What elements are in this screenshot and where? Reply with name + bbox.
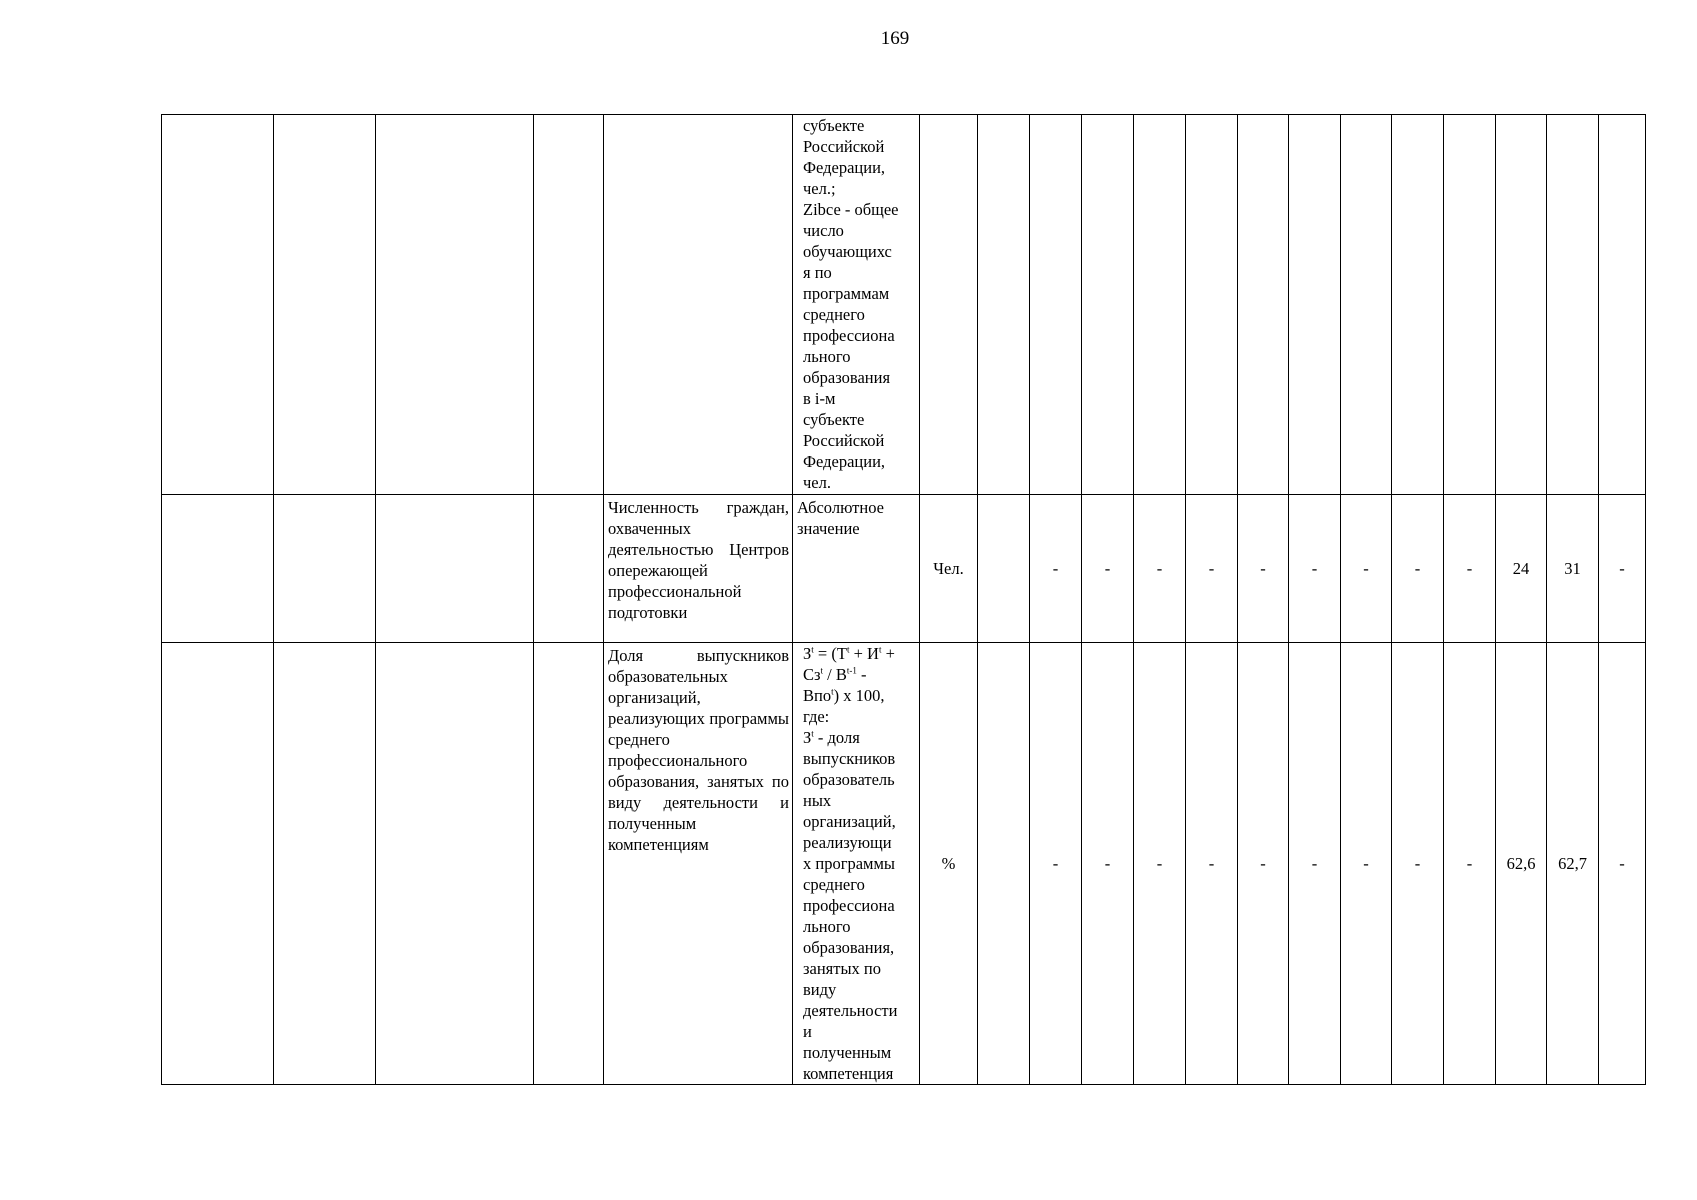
formula-line: льного [803, 917, 851, 936]
empty-cell [162, 115, 274, 495]
formula-line: образования, [803, 938, 895, 957]
formula-cell [793, 115, 920, 495]
indicator-cell [604, 115, 793, 495]
formula-line: льного [803, 347, 851, 366]
value-cell: - [1134, 643, 1186, 1085]
formula-text [793, 495, 919, 539]
value-cell: - [1289, 643, 1341, 1085]
formula-line: деятельности [803, 1001, 898, 1020]
value-cell: 62,6 [1496, 643, 1547, 1085]
formula-line: виду [803, 980, 837, 999]
empty-cell [376, 643, 534, 1085]
value-cell [1392, 115, 1444, 495]
value-cell [1444, 115, 1496, 495]
value-cell: - [1599, 643, 1646, 1085]
value-cell: - [1289, 495, 1341, 643]
formula-expression: $З^t$ - доля [803, 728, 860, 747]
value-cell [1082, 115, 1134, 495]
formula-line: Федерации, [803, 452, 886, 471]
value-cell [1496, 115, 1547, 495]
formula-line: и [803, 1022, 812, 1041]
value-cell: - [1444, 643, 1496, 1085]
formula-line: ных [803, 791, 832, 810]
value-cell: - [1082, 495, 1134, 643]
formula-line: реализующи [803, 833, 892, 852]
formula-line: среднего [803, 305, 865, 324]
table-row [162, 115, 1646, 495]
formula-line: чел. [803, 473, 831, 492]
formula-line: где: [803, 707, 830, 726]
formula-line: выпускников [803, 749, 896, 768]
empty-cell [162, 643, 274, 1085]
indicator-table [161, 114, 1646, 1085]
formula-line: обучающихс [803, 242, 892, 261]
formula-line: образования [803, 368, 891, 387]
value-cell: 31 [1547, 495, 1599, 643]
formula-line: профессиона [803, 326, 895, 345]
empty-cell [162, 495, 274, 643]
empty-cell [274, 495, 376, 643]
empty-cell [274, 643, 376, 1085]
formula-line: Федерации, [803, 158, 886, 177]
value-cell [1186, 115, 1238, 495]
unit-cell: Чел. [920, 495, 978, 643]
indicator-cell [604, 495, 793, 643]
indicator-name: Доля выпускников образовательных организаций, реализующих программы среднего профессионального образования, занятых по виду деятельности и полученным компетенциям [608, 646, 789, 854]
formula-line: субъекте [803, 410, 865, 429]
table-row [162, 495, 1646, 643]
table-row [162, 643, 1646, 1085]
value-cell: - [1392, 643, 1444, 1085]
empty-cell [534, 115, 604, 495]
indicator-name: Численность граждан, охваченных деятельностью Центров опережающей профессиональной подготовки [608, 498, 789, 622]
formula-line: я по [803, 263, 832, 282]
value-cell [1134, 115, 1186, 495]
value-cell: 62,7 [1547, 643, 1599, 1085]
empty-cell [376, 115, 534, 495]
value-cell [978, 643, 1030, 1085]
unit-cell [920, 115, 978, 495]
page-number: 169 [880, 28, 910, 49]
formula-line: компетенция [803, 1064, 894, 1083]
formula-text [793, 643, 919, 1084]
value-cell: 24 [1496, 495, 1547, 643]
value-cell: - [1444, 495, 1496, 643]
value-cell: - [1341, 643, 1392, 1085]
formula-cell [793, 643, 920, 1085]
empty-cell [534, 495, 604, 643]
value-cell: - [1392, 495, 1444, 643]
formula-line: Российской [803, 431, 885, 450]
formula-line: Российской [803, 137, 885, 156]
value-cell: - [1030, 495, 1082, 643]
formula-expression: Впо$^t$) x 100, [803, 686, 885, 705]
value-cell: - [1238, 495, 1289, 643]
value-cell [1030, 115, 1082, 495]
formula-line: значение [797, 519, 860, 538]
empty-cell [376, 495, 534, 643]
indicator-cell [604, 643, 793, 1085]
formula-line: занятых по [803, 959, 882, 978]
unit-cell: % [920, 643, 978, 1085]
value-cell [1238, 115, 1289, 495]
value-cell: - [1134, 495, 1186, 643]
value-cell: - [1030, 643, 1082, 1085]
formula-line: число [803, 221, 844, 240]
formula-line: образователь [803, 770, 895, 789]
formula-line: Zibсе - общее [803, 200, 899, 219]
formula-cell [793, 495, 920, 643]
formula-expression: $З^t = (Т^t + И^t$ + [803, 644, 895, 663]
formula-line: полученным [803, 1043, 892, 1062]
formula-line: профессиона [803, 896, 895, 915]
formula-line: среднего [803, 875, 865, 894]
value-cell [978, 115, 1030, 495]
formula-line: х программы [803, 854, 896, 873]
formula-line: субъекте [803, 116, 865, 135]
value-cell [1547, 115, 1599, 495]
empty-cell [534, 643, 604, 1085]
formula-expression: $Сз^t / В^{t-1}$ - [803, 665, 867, 684]
formula-line: организаций, [803, 812, 896, 831]
value-cell [1341, 115, 1392, 495]
formula-line: в i-м [803, 389, 836, 408]
formula-line: чел.; [803, 179, 836, 198]
formula-line: программам [803, 284, 890, 303]
formula-text [793, 115, 919, 493]
value-cell: - [1599, 495, 1646, 643]
value-cell: - [1186, 495, 1238, 643]
formula-line: Абсолютное [797, 498, 884, 517]
value-cell [1599, 115, 1646, 495]
value-cell: - [1082, 643, 1134, 1085]
value-cell: - [1341, 495, 1392, 643]
value-cell [978, 495, 1030, 643]
value-cell [1289, 115, 1341, 495]
value-cell: - [1238, 643, 1289, 1085]
empty-cell [274, 115, 376, 495]
value-cell: - [1186, 643, 1238, 1085]
